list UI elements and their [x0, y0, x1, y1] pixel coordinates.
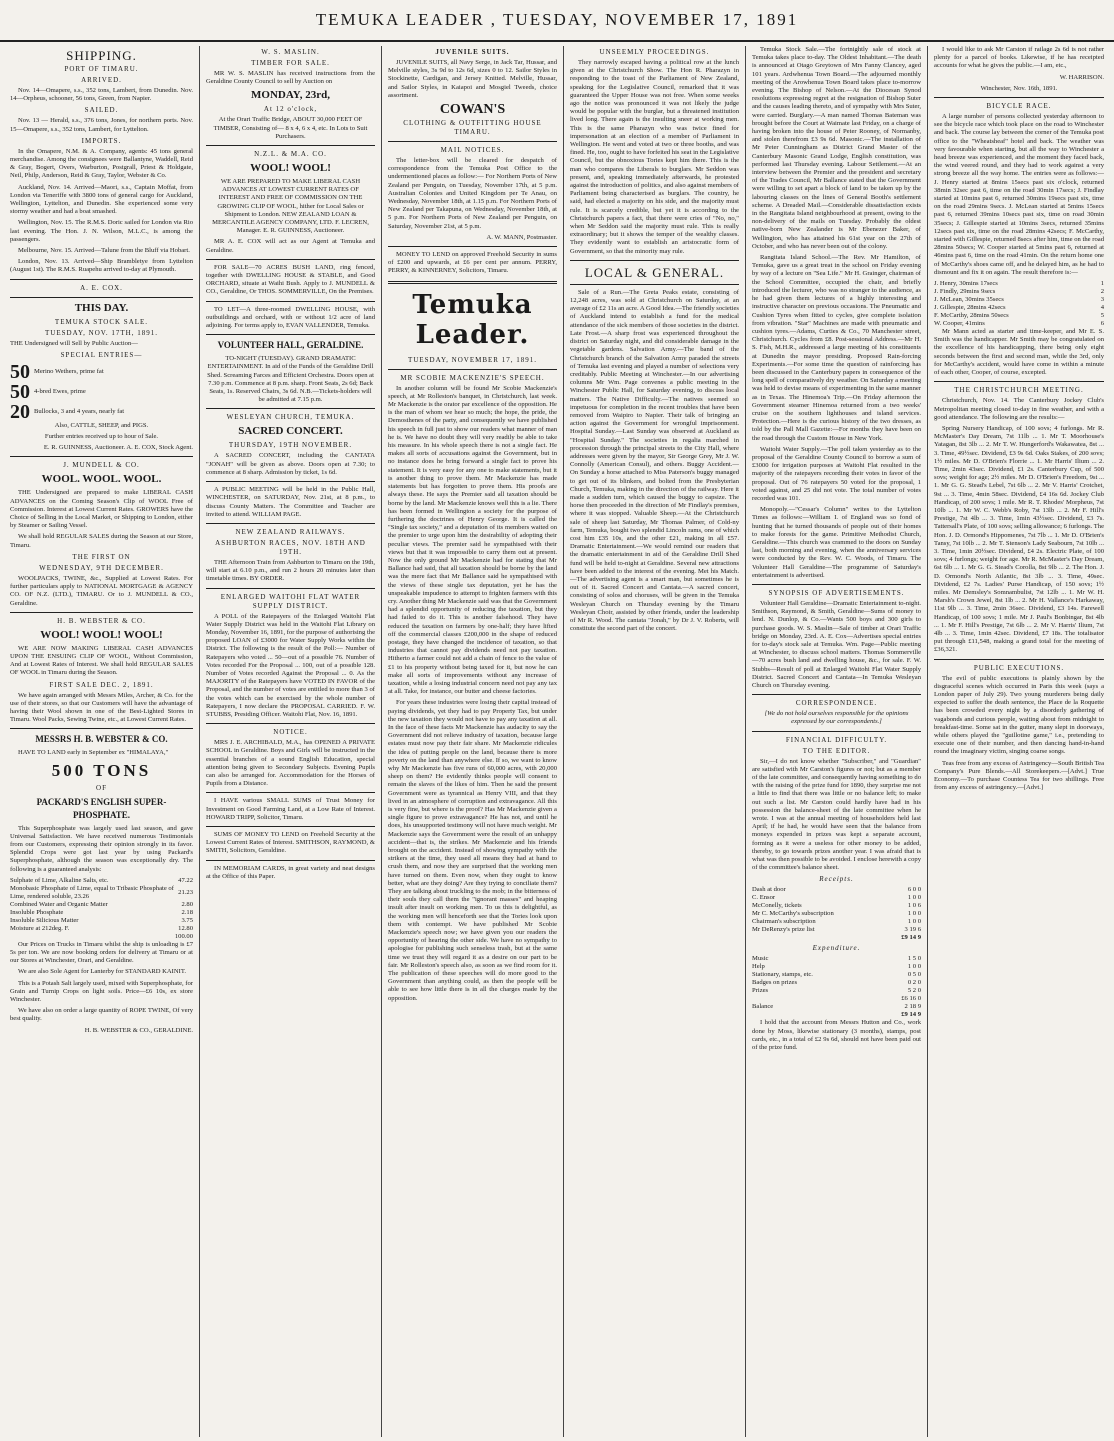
table-row	[752, 918, 921, 926]
table-row	[752, 955, 921, 963]
table-row	[10, 909, 193, 917]
port-heading: PORT OF TIMARU.	[64, 65, 139, 73]
letter-place: Winchester, Nov. 16th, 1891.	[980, 84, 1058, 92]
divider	[206, 723, 375, 724]
divider	[206, 860, 375, 861]
christchurch-heading: THE CHRISTCHURCH MEETING.	[954, 386, 1084, 395]
rider-place: 5	[1100, 312, 1104, 320]
auckland-text: Auckland, Nov. 14. Arrived—Maori, s.s., Captain Moffat, from London via Teneriffe with 3800 tons of general cargo for Auckland, Wellington, Lyttelton, and Dunedin. She experienced some very stormy weather and had a boat smashed.	[10, 183, 193, 216]
entry-count: 50	[10, 360, 30, 383]
masthead-date: TUESDAY, NOVEMBER 17, 1891	[503, 10, 799, 29]
tons-heading: 500 TONS	[51, 760, 152, 780]
entry-row	[10, 382, 193, 402]
table-row	[10, 933, 193, 941]
notice-heading: NOTICE.	[273, 728, 308, 737]
maslin-text-2: At the Orari Traffic Bridge, ABOUT 30,000 FEET OF TIMBER, Consisting of— 8 x 4, 6 x 4, etc. In Lots to Suit Purchasers.	[213, 116, 368, 140]
column-4	[564, 46, 746, 1437]
nzl-agent: MR A. E. COX will act as our Agent at Temuka and Geraldine.	[206, 238, 375, 254]
volunteer-hall-heading: VOLUNTEER HALL, GERALDINE.	[217, 340, 364, 351]
receipt-amount: 1 0 0	[907, 910, 921, 918]
divider	[752, 731, 921, 732]
rider-place: 2	[1100, 288, 1104, 296]
table-row	[752, 910, 921, 918]
analysis-key: Sulphate of Lime, Alkaline Salts, etc.	[10, 876, 109, 884]
mail-heading: MAIL NOTICES.	[440, 146, 505, 155]
waitohi-water-text: Waitohi Water Supply.—The poll taken yesterday as to the proposal of the Geraldine County Council to borrow a sum of £3000 for irrigation purposes at Waitohi Flat resulted in the majority of the ratepayers recording their votes in favor of the proposal. Out of 76 ratepayers 50 voted for the proposal, 1 voted against, and 25 did not vote. The total number of votes recorded was 101.	[752, 445, 921, 502]
entry-item: Merino Wethers, prime fat	[34, 367, 104, 375]
divider	[934, 97, 1104, 98]
mundell-heading: J. MUNDELL & CO.	[63, 461, 140, 470]
entry-row	[10, 362, 193, 382]
nzl-text: WE ARE PREPARED TO MAKE LIBERAL CASH ADVANCES AT LOWEST CURRENT RATES OF INTEREST AND FREE OF COMMISSION ON THE GROWING CLIP OF WOOL, hither for Local Sales or Shipment to London. NEW ZEALAND LOAN & MERCANTILE AGENCY COMPANY, LTD. F. LECREN, Manager. E. R. GUINNESS, Auctioneer.	[212, 178, 369, 235]
expenditure-heading: Expenditure.	[812, 944, 861, 953]
masthead	[0, 0, 1114, 42]
table-row	[752, 1011, 921, 1019]
local-general-heading: LOCAL & GENERAL.	[584, 264, 725, 280]
rider-place: 1	[1100, 280, 1104, 288]
wesleyan-heading: WESLEYAN CHURCH, TEMUKA.	[226, 413, 355, 422]
receipt-item: C. Ensor	[752, 894, 776, 902]
divider	[206, 408, 375, 409]
volunteer-hall-text: TO-NIGHT (TUESDAY). GRAND DRAMATIC ENTERTAINMENT. In aid of the Funds of the Geraldine Drill Shed. Screaming Farces and Efficient Orchestra. Doors open at 7.30 p.m. Commence at 8 p.m. sharp. Front Seats, 2s 6d; Back Seats, 1s. Reserved Chairs, 3s 6d. N.B.—Tickets-holders will be admitted at 7.15 p.m.	[207, 355, 374, 404]
bicycle-heading: BICYCLE RACE.	[986, 102, 1052, 111]
school-notice: MRS J. E. ARCHIBALD, M.A., has OPENED A PRIVATE SCHOOL in Geraldine. Boys and Girls will be instructed in the essential branches of a sound English Education, special attention being given to Secondary Subjects. Evening Pupils can also be arranged for. Accommodation for the Horses of Pupils from a Distance.	[206, 739, 375, 788]
divider	[570, 260, 739, 261]
divider	[388, 369, 557, 370]
expense-total: £9 14 9	[901, 1011, 921, 1019]
table-row	[752, 926, 921, 934]
expense-amount: 0 2 0	[907, 979, 921, 987]
table-row	[10, 925, 193, 933]
table-row	[10, 885, 193, 901]
cowans-text: CLOTHING & OUTFITTING HOUSE TIMARU.	[403, 119, 542, 137]
further-entries: Further entries received up to hour of Sale.	[44, 433, 159, 441]
table-row	[752, 987, 921, 995]
table-row	[752, 934, 921, 942]
table-row	[752, 902, 921, 910]
christchurch-text: Christchurch, Nov. 14. The Canterbury Jockey Club's Metropolitan meeting closed to-day in fine weather, and with a good attendance. The following are the results:—	[934, 397, 1104, 421]
table-row	[752, 894, 921, 902]
sacred-concert-heading: SACRED CONCERT.	[238, 425, 343, 438]
table-row	[934, 312, 1104, 320]
news-text-1: Temuka Stock Sale.—The fortnightly sale of stock at Temuka takes place to-day. The Oldest Inhabitant.—The death is announced at Otago Greytown of Mrs Fanny Clancey, aged 101 years. Ardwhenua Town Board.—The adjourned monthly meeting of the Arowhenua Town Board takes place to-morrow evening. The Bishop of Nelson.—At the Diocesan Synod resolutions expressing regret at the resignation of Bishop Suter and the causes leading thereto, and of sympathy with Mrs Suter, were carried. Burglary.—A man named Thomas Bateman was brought before the Court at Waimate last Friday, on a charge of having broken into the house of Peter Rooney, of Normanby, and stolen therefrom £3 9s 6d. Masonic.—The installation of Mr Peter Cunningham as District Grand Master of the Canterbury Masonic Grand Lodge, English constitution, was performed last Thursday evening. Labour Settlement.—At an interview between the Premier and the president and secretary of the Trades Council, Mr Ballance stated that the Government were willing to set apart a block of land to be taken up by the labouring classes on the lines of General Booth's settlement scheme. A Dreaded Mail.—Considerable dissatisfaction exists in the Rangitata Island neighbourhood at present, owing to the non-delivery of the mails on Tuesday. Probably the oldest native-born New Zealander is Mr Ebenezer Baker, of Wellington, who has attained his 61st year on the 27th of October, and who has never been out of the colony.	[752, 46, 921, 250]
bicycle-results	[934, 280, 1104, 328]
analysis-key: Moisture at 212deg. F.	[10, 924, 70, 932]
local-general-text: Sale of a Run.—The Greta Peaks estate, consisting of 12,248 acres, was sold at Christchurch on Saturday, at an average of £2 11s an acre. A Good Idea.—The friendly societies of Auckland intend to establish a fund for the medical attendance of the sick members of those societies in the district. Late Frost.—A sharp frost was experienced throughout the district on Saturday night, and did considerable damage in the vegetable gardens. Salvation Army.—The band of the Christchurch branch of the Salvation Army paraded the streets of Temuka last evening and played a number of selections very creditably. Public Meeting at Winchester.—In our advertising columns Mr Wm. Page convenes a public meeting in the Winchester Public Hall, for Saturday evening, to discuss local matters. The Native Difficulty.—The natives seemed so impetuous for completion in the recent troubles that have been removed from Waipiro to Napier. Their talk of bringing an action against the Government for wrongful imprisonment. Hospital Sunday.—Last Sunday was observed at Auckland as "Hospital Sunday." The societies in regalia marched in procession through the principal streets to the City Hall, where addresses were given by the mayor, Sir George Grey, Mr J. W. Connolly (American Consul), and others. Buggy Accident.—On Sunday a horse attached to Miss Paterson's buggy managed to get out of its blinkers, and bolted from the Presbyterian Church, Temuka, making in the direction of the railway. Here it made a sudden turn, which caused the buggy to capsize. The horse then proceeded in the direction of Mr Findlay's premises, where it was stopped. Valuable Sheep.—At the Christchurch sale of sheep last Saturday, Mr Thomas Palmer, of Cold-ny farm, Temuka, bought two splendid Lincoln rams, one of which cost him £35 10s, and the other £21, making in all £57. Dramatic Entertainment.—We would remind our readers that the dramatic entertainment in aid of the Geraldine Drill Shed fund will be held to-night at Geraldine. Several new attractions have been added to the interest of the evening. Met his Match.—The advertising agent is a smart man, but sometimes he is out of it. Sacred Concert and Cantata.—A sacred concert, consisting of solos and choruses, will be given in the Temuka Wesleyan Church on Thursday evening by the Timaru Wesleyan Choir, assisted by other friends, under the leadership of Mr R. Wood. The cantata "Jonah," by Dr J. V. Roberts, will constitute the second part of the concert.	[570, 288, 739, 633]
monopoly-text: Monopoly.—"Cessar's Column" writes to the Lyttelton Times as follows:—William I. of England was so fond of hunting that he turned thousands of people out of their homes to make forests for the game. Primitive Methodist Church, Geraldine.—This church was crammed to the doors on Sunday last, both morning and evening, when the anniversary services were conducted by the Rev. W. C. Woods, of Timaru. The Volunteer Hall Geraldine—The programme of Saturday's entertainment is advertised.	[752, 506, 921, 579]
analysis-key: Monobasic Phosphate of Lime, equal to Tribasic Phosphate of Lime, rendered soluble, 23.26	[10, 884, 174, 900]
table-row	[934, 320, 1104, 328]
mundell-text: THE Undersigned are prepared to make LIBERAL CASH ADVANCES on the Coming Season's Clip of WOOL Free of Commission. Interest at Lowest Current Rates. GROWERS have the Choice of Selling in the Local Market, or Shipping to London, either by Steamer or Sailing Vessel.	[10, 489, 193, 530]
maslin-heading: W. S. MASLIN.	[261, 48, 320, 56]
stock-sale-date: TUESDAY, NOV. 17TH, 1891.	[45, 328, 158, 337]
divider	[206, 523, 375, 524]
divider	[206, 588, 375, 589]
columns	[4, 46, 1110, 1437]
memoriam-ad: IN MEMORIAM CARDS, in great variety and neat designs at the Office of this Paper.	[206, 864, 375, 880]
expense-item: Music	[752, 955, 769, 963]
table-row	[752, 995, 921, 1003]
receipt-item: McConelly, tickets	[752, 902, 802, 910]
cox-heading: A. E. COX.	[80, 283, 123, 292]
table-row	[752, 886, 921, 894]
entry-item: 4-bred Ewes, prime	[34, 387, 86, 395]
rider: J. Gillespie, 28mins 42secs	[934, 304, 1006, 312]
rider: J. Findly, 29mins 9secs	[934, 288, 996, 296]
table-row	[10, 917, 193, 925]
expense-item: Help	[752, 963, 765, 971]
executions-heading: PUBLIC EXECUTIONS.	[973, 663, 1065, 672]
rider: J. Henry, 30mins 17secs	[934, 280, 998, 288]
analysis-value: 47.22	[178, 876, 193, 884]
divider	[206, 259, 375, 260]
divider	[934, 659, 1104, 660]
entry-row	[10, 402, 193, 422]
auction-day: MONDAY, 23rd,	[251, 89, 330, 102]
christchurch-results: Spring Nursery Handicap, of 100 sovs; 4 furlongs. Mr R. McMaster's Day Dream, 7st 11lb ... 1. Mr T. Moorhouse's Yatagan, 8st 3lb ... 2. Mr T. W. Hungerford's Wakawatea, 8st ... 3. Time, 49½sec. Dividend, £3 9s 6d. Oaks Stakes, of 200 sovs; 1½ miles. Mr D. O'Brien's Florrie ... 1. Mr Harris' Ilium ... 2. Time, 2min 43sec. Dividend, £1 2s. Canterbury Cup, of 500 sovs; weight for age; 2½ miles. Mr D. O'Brien's Freedom, 9st ... 1. Mr G. G. Stead's Lebel, 7st 6lb ... 2. Mr V. Harris' Crotchet, 9st ... 3. Time, 4min 58sec. Dividend, £4 16s 6d. Jockey Club Handicap, of 200 sovs; 1 mile. Mr R. T. Rhodes' Morpheus, 7st 10lb ... 1. Mr W. C. Webb's Roby, 7st 13lb ... 2. Mr F. Hill's Prestige, 7st 4lb ... 3. Time, 1min 43½sec. Dividend, £3 7s. Tattersall's Plate, of 100 sovs; selling allowance; 6 furlongs. The Hon. J. D. Ormond's Hippomenes, 7st 7lb ... 1. Mr D. O'Brien's Tansy, 7st 10lb ... 2. Mr T. Stenson's Lady Seabourn, 7st 10lb ... 3. Time, 1min 20½sec. Dividend, £4 2s. Electric Plate, of 100 sovs; 4 furlongs; weight for age. Mr R. McMaster's Day Dream, 6st 6lb ... 1. Mr G. G. Stead's Corolla, 8st 9lb ... 2. The Hon. J. D. Ormond's North Atlantic, 8st 3lb ... 3. Time, 49sec. Dividend, £2 7s. Ladies' Purse Handicap, of 150 sovs; 1½ miles. Mr Demsley's Somnambulist, 7st 12lb ... 1. Mr W. H. Marsh's Crown Jewel, 8st 1lb ... 2. Mr H. Vallance's Harkaway, 11st 9lb ... 3. Time, 2min 36sec. Dividend, £3 14s. Farewell Handicap, of 100 sovs; 1 mile. Mr J. Paul's Bonbingar, 8st 4lb ... 1. Mr F. Hill's Prestige, 7st 6lb ... 2. Mr V. Harris' Ilium, 7st 4lb ... 3. Time, 1min 42sec. Dividend, £7 18s. The totalisator put through £11,548, making a grand total for the meeting of £36,321.	[934, 424, 1104, 654]
correspondence-note: [We do not hold ourselves responsible for the opinions expressed by our correspondents.]	[764, 710, 909, 726]
webster-text: WE ARE NOW MAKING LIBERAL CASH ADVANCES UPON THE ENSUING CLIP OF WOOL, Without Commission, And at Lowest Rates of Interest. We shall hold REGULAR SALES OF WOOL in Timaru during the Season.	[10, 644, 193, 677]
column-6	[928, 46, 1110, 1437]
table-row	[752, 963, 921, 971]
webster-heading: H. B. WEBSTER & CO.	[57, 616, 146, 625]
waitohi-text: A POLL of the Ratepayers of the Enlarged Waitohi Flat Water Supply District was held in the Waitohi Flat Library on Monday, November 16, 1891, for the purpose of authorising the proposed LOAN of £3000 for Water Supply Works within the District. The following is the result of the Poll:— Number of Ratepayers who voted ... 50—out of a possible 76. Number of Votes recorded For the Proposal ... 100, out of a possible 128. Number of Votes recorded Against the Proposal ... 0. As the MAJORITY of the Ratepayers have VOTED IN FAVOR of the Proposal, and the number of votes are entitled to more than 3 of the votes which can be exercised by the whole number of Ratepayers, I now declare the PROPOSAL CARRIED. F. W. STUBBS, Presiding Officer. Waitohi Flat, Nov. 16, 1891.	[206, 612, 375, 718]
analysis-key: Insoluble Phosphate	[10, 908, 64, 916]
receipt-total: £9 14 9	[901, 934, 921, 942]
maslin-text: MR W. S. MASLIN has received instructions from the Geraldine County Council to sell by Auction on	[206, 70, 375, 86]
analysis-key	[10, 933, 175, 941]
webster-land-text: HAVE TO LAND early in September ex "HIMALAYA,"	[18, 749, 169, 757]
expense-item	[752, 1011, 880, 1019]
divider	[206, 334, 375, 335]
receipt-item	[752, 934, 888, 942]
kainit-details: This is a Potash Salt largely used, mixed with Superphosphate, for Grain and Turnip Crops on light soils. Price—£6 10s, ex store Winchester.	[10, 979, 193, 1003]
races-heading: ASHBURTON RACES, NOV. 18TH AND 19TH.	[215, 538, 366, 556]
kainit-text: We are also Sole Agent for Lanterby for STANDARD KAINIT.	[18, 968, 187, 976]
divider	[388, 281, 557, 284]
stock-sale-heading: TEMUKA STOCK SALE.	[54, 317, 149, 326]
webster-text-2: We have again arranged with Messrs Miles, Archer, & Co. for the use of their stores, so that our Customers will have the advantage of having their Wool shown in one of the Best-Lighted Stores in Timaru. Wool Packs, Sewing Twine, etc., at Lowest Current Rates.	[10, 691, 193, 724]
trust-money-ad: I HAVE various SMALL SUMS of Trust Money for Investment on Good Farming Land, at a Low Rate of Interest. HOWARD TRIPP, Solicitor, Timaru.	[206, 797, 375, 821]
packard-text: This Superphosphate was largely used last season, and gave Universal Satisfaction. We have received numerous Testimonials from our Customers, expressing their opinion strongly in its favor. Splendid Crops were got last year by using Packard's Superphosphate, although the season was exceptionally dry. The following is a guaranteed analysis:	[10, 824, 193, 873]
divider	[388, 141, 557, 142]
webster-signature: H. B. WEBSTER & CO., GERALDINE.	[84, 1026, 193, 1034]
leader-date: TUESDAY, NOVEMBER 17, 1891.	[408, 355, 537, 364]
table-row	[934, 280, 1104, 288]
railways-heading: NEW ZEALAND RAILWAYS.	[235, 527, 346, 536]
expense-item	[752, 995, 880, 1003]
auction-time: At 12 o'clock,	[263, 105, 318, 114]
postmaster-signature: A. W. MANN, Postmaster.	[486, 233, 557, 241]
tea-ads: Teas free from any excess of Astringency—South British Tea Company's Pure Blends.—All Storekeepers.—[Advt.] True Economy.—To purchase Countess Tea for two shillings. Free from any excess of astringency.—[Advt.]	[934, 759, 1104, 792]
waitohi-heading: ENLARGED WAITOHI FLAT WATER SUPPLY DISTRICT.	[220, 592, 361, 610]
sailed-label: SAILED.	[84, 106, 119, 115]
unseemly-heading: UNSEEMLY PROCEEDINGS.	[599, 48, 710, 56]
divider	[206, 481, 375, 482]
divider	[570, 284, 739, 285]
column-1	[4, 46, 200, 1437]
financial-heading: FINANCIAL DIFFICULTY.	[785, 735, 888, 744]
letter-ending: I would like to ask Mr Carston if railage 2s 6d is not rather plenty for a parcel of books. Likewise, if he has receipted accounts for what he gives the public.—I am, etc.,	[934, 46, 1104, 70]
unseemly-text: They narrowly escaped having a political row at the lunch given at the Christchurch Show. The Hon R. Pharazyn in responding to the toast of the Parliament of New Zealand, speaking for the Legislative Council, remarked that it was guaranteed the Upper House was not free. When some weeks ago the notice was pronounced it was not likely the judge would be popular with the burglar, but a threatened institution lived long. There again is the insulting sneer at working men. This is the same Pharazyn who was twice fined for impersonation at an election of a member of Parliament in Wellington. He went and voted at two or three booths, and was fined. He, too, ought to have forfeited his seat in the Legislative Council, but the obnoxious Tories kept him there. This is the man who compares the Liberals to burglars. Mr Seddon was present, and, speaking immediately afterwards, he protested against the introduction of politics, and also against members of Parliament being characterised as burglars. The country, he said, had elected a majority on his side, and the majority must rule. It is scarcely credible, but yet it is according to the Christchurch papers a fact, that there were cries of "No, no," when Mr Seddon said the majority must rule. This is really extraordinary; but it shows the temper of the wealthy classes. They evidently want to establish an aristocratic form of Government, so that the minority may rule.	[570, 59, 739, 255]
speech-text: In another column will be found Mr Scobie Mackenzie's speech, at Mr Rolleston's banquet, in Christchurch, last week. Mr Mackenzie is the orator par excellence of the opposition. He is the man of whom we hear so much; the hope, the pride, the Demosthenes of the party, and consequently we have published his speech in full just to show our readers what manner of man he is. We have no doubt they will very readily be able to take his measure. In his whole speech there is not a single fact. He makes all sorts of accusations against the Government, but in no instance does he bring forward a single fact to prove his statement. It is very easy for any one to make statements, but it is another thing to prove them. Mr Mackenzie has made statements but has forgotten to prove them. His proofs are always these. He says the Premier said all taxation should be borne by the land. Mr Mackenzie knows well this is a lie. There has been formed in Wellington a society for the purpose of furthering the doctrines of Henry George. It is called the "Single tax society," and a deputation of its members waited on the premier to urge upon him the desirability of adopting their peculiar views. The premier said he sympathised with their views but that it was impossible to carry them out at present. Now the only ground Mr Mackenzie had for stating that Mr Ballance had said, that all taxation should be borne by the land was the mere fact that Mr Ballance said he sympathised with the views of these single tax deputation, yet he has the unspeakable impudence to attempt to frighten farmers with this cry. Another thing Mr Mackenzie said was that the Government had a splendid opportunity of reducing the taxation, but they had failed to do it. This is another falsehood. They have reduced the taxation on farmers by one-half; they have lifted off the commercial classes £200,000 in the shape of reduced postage, they have changed the incidence of taxation, so that industries that cannot pay dividends need not pay taxation. Hitherto a farmer could not add a chain of fence to the value of £1 to his property without being taxed for it, but now he can make all sorts of improvements without any increase of taxation, while a losing industrial concern need not pay any tax at all. Take, for instance, our butter and cheese factories.	[388, 384, 557, 696]
expense-item: Prizes	[752, 987, 769, 995]
bush-land-ad: FOR SALE—70 ACRES BUSH LAND, ring fenced, together with DWELLING HOUSE & STABLE, and Good ORCHARD, situate at Waihi Bush. Apply to J. MUNDELL & CO., Geraldine, Or THOS. SOMMERVILLE, On the Premises.	[206, 263, 375, 296]
rider: J. McLean, 30mins 35secs	[934, 296, 1004, 304]
expense-amount: 5 2 0	[907, 987, 921, 995]
entry-item: Bullocks, 3 and 4 years, nearly fat	[34, 407, 125, 415]
of-label: OF	[96, 783, 107, 792]
analysis-value: 12.80	[178, 924, 193, 932]
financial-text: Sir,—I do not know whether "Subscriber," and "Guardian" are satisfied with Mr Carston's figures or not; but as a member of the late committee, and consequently having something to do with the raising of the prize fund for 1890, they surprise me not a little to find that there was little or no balance left; to make out such a list. Mr Carston could hardly have had in his possession the balance-sheet of the late committee when he wrote. I was at the annual meeting of householders held last April; if he had, he would have seen that the balance from moneys expended in prizes was kept a separate account, forming as it were a useless for other money to be added, thereby, to go towards prizes another year. I was afraid that is what was then possible to be avoided. I enclose herewith a copy of the committee's balance sheet.	[752, 757, 921, 872]
table-row	[934, 304, 1104, 312]
auctioneer-signature: E. R. GUINNESS, Auctioneer. A. E. COX, Stock Agent.	[43, 444, 193, 452]
also-text: Also, CATTLE, SHEEP, and PIGS.	[54, 421, 149, 429]
table-row	[752, 1003, 921, 1011]
receipt-item: Dash at door	[752, 886, 786, 894]
wellington-text: Wellington, Nov. 15. The R.M.S. Doric sailed for London via Rio last evening. The Hon. J. N. Wilson, M.L.C., is among the passengers.	[10, 219, 193, 243]
divider	[206, 145, 375, 146]
concert-text: A SACRED CONCERT, including the CANTATA "JONAH" will be given as above. Doors open at 7.30; to commence at 8 sharp. Admission by ticket, 1s 6d.	[206, 452, 375, 476]
expense-amount: £6 16 0	[901, 995, 921, 1003]
divider	[10, 297, 193, 298]
shipping-heading: SHIPPING.	[66, 48, 137, 63]
divider	[934, 381, 1104, 382]
races-text: THE Afternoon Train from Ashburton to Timaru on the 19th, will start at 6.10 p.m., and run 2 hours 20 minutes later than timetable times. BY ORDER.	[206, 558, 375, 583]
table-row	[10, 877, 193, 885]
rope-text: We have also on order a large quantity of ROPE TWINE, Of very best quality.	[10, 1007, 193, 1023]
speech-text-2: For years these industries were losing their capital instead of paying dividends, yet they had to pay Property Tax, but under the new taxation they would not have to pay any taxation at all. In the face of these facts Mr Mackenzie has audacity to say the Government did not relieve industry of taxation, because large estates must now pay their fair share. Mr Mackenzie ridicules the idea of putting people on the land, because there is more poverty on the land than anywhere else. If so, we want to know why Mr Mackenzie has five runs of 60,000 acres, with 20,000 sheep on them? He evidently thinks people will consent to remain the slaves of the likes of him. Then he said the present Government were as tyrannical as Henry VIII, and that they lived in an atmosphere of corruption and extravagance. All this is very fine, but where is the proof? Has Mr Mackenzie given a single figure to prove extravagance? He has not, and until he does, his unsupported testimony will not have much weight. Mr Mackenzie says the Government were the result of an unhappy accident—that is, the strikes. Mr Mackenzie and his friends brought on the accident. Instead of showing sympathy with the strikers at the time, they used all means they had at hand to crush them, and now they are surprised that the working men have turned on them. Even now, when they ought to know better, what are they doing? Are they trying to conciliate them? They are talking about truckling to the mob; in the bitterness of their souls they call them the "ignorant masses" and heaping insult after insult on working men. To us this is delightful, as the working men will henceforth see that the Tories look upon them with contempt. We have published Mr Scobie Mackenzie's speech now; we have given you our readers the opportunity of hearing the other side. We have no sympathy to apologise for publishing such senseless trash, but at the same time we trust they will regard it as a desire on our part to be fair. Mr Rolleston's speech also, as soon as we find room for it. The publication of these speeches will do more good to the Government than anything could, as then the people will be able to see how little there is in all the charges made by the opposition.	[388, 699, 557, 1002]
wool-heading: WOOL! WOOL!	[250, 162, 331, 175]
analysis-value: 3.75	[181, 916, 193, 924]
divider	[206, 792, 375, 793]
analysis-value: 2.18	[181, 908, 193, 916]
receipts-heading: Receipts.	[819, 875, 854, 884]
packard-heading: PACKARD'S ENGLISH SUPER-PHOSPHATE.	[36, 796, 167, 820]
this-day-heading: THIS DAY.	[74, 301, 129, 314]
stock-sale-text: THE Undersigned will Sell by Public Auction—	[10, 339, 138, 347]
table-row	[934, 296, 1104, 304]
receipt-item: Chairman's subscription	[752, 918, 816, 926]
sums-ad: SUMS OF MONEY TO LEND on Freehold Security at the Lowest Current Rates of Interest. SMITHSON, RAYMOND, & SMITH, Solicitors, Geraldine.	[206, 830, 375, 855]
wool-excl-heading: WOOL! WOOL! WOOL!	[40, 628, 163, 641]
juvenile-heading: JUVENILE SUITS.	[435, 48, 510, 56]
expense-amount: 2 18 9	[904, 1003, 921, 1011]
special-entries: SPECIAL ENTRIES—	[60, 350, 143, 359]
rider: W. Cooper, 41mins	[934, 320, 985, 328]
column-3	[382, 46, 564, 1437]
divider	[10, 728, 193, 729]
imports-label: IMPORTS.	[81, 136, 122, 145]
divider	[206, 826, 375, 827]
expense-amount: 1 0 0	[907, 963, 921, 971]
nzl-heading: N.Z.L. & M.A. CO.	[254, 150, 327, 159]
executions-text: The evil of public executions is plainly shown by the disgraceful scenes which occurred in Paris this week (says a London paper of July 29). Two young murderers being daily expected to suffer the death sentence, the Place de la Roquette has been crowded every night by a disorderly gathering of vagabonds and curious people, waiting about from midnight to breakfast-time. Some sat in the gutter, many slept in doorways, while others played the "guillotine game," i.e., pretending to execute one of their number, and then dancing hand-in-hand round the imaginary victim, singing coarse songs.	[934, 674, 1104, 756]
divider	[388, 246, 557, 247]
mail-text: The letter-box will be cleared for despatch of correspondence from the Temuka Post Office to the undermentioned places as follow:— For Northern Ports of New Zealand per Penguin, on Tuesday, November 17th, at 5 p.m. Australian Colonies and United Kingdom per Te Anau, on Wednesday, November 18th, at 1.15 p.m. For Northern Ports of New Zealand per Takapuna, on Wednesday, November 18th, at 5 p.m. For Northern Ports of New Zealand per Penguin, on Saturday, November 21st, at 5 p.m.	[388, 157, 557, 230]
rider-place: 4	[1100, 304, 1104, 312]
synopsis-heading: SYNOPSIS OF ADVERTISEMENTS.	[768, 589, 905, 597]
receipt-amount: 1 0 6	[907, 902, 921, 910]
cowans-heading: COWAN'S	[439, 102, 506, 118]
analysis-value: 2.80	[181, 900, 193, 908]
divider	[10, 279, 193, 280]
concert-date: THURSDAY, 19TH NOVEMBER.	[228, 441, 353, 450]
synopsis-text: Volunteer Hall Geraldine—Dramatic Entertainment to-night. Smithson, Raymond, & Smith, Geraldine—Sums of money to lend. N. Dunlop, & Co.—Wants 500 boys and 300 girls to purchase goods. W. S. Maslin—Sale of timber at Orari Traffic bridge on Monday, 23rd. A. E. Cox—Advertises special entries for to-day's stock sale at Temuka. Wm. Page—Public meeting at Winchester, to discuss school matters. Thomas Sommerville—70 acres bush land and dwelling house, &c., for sale. F. W. Stubbs—Result of poll at Enlarged Waitohi Flat Water Supply District. Sacred Concert and Cantata—In Temuka Wesleyan Church on Thursday evening.	[752, 600, 921, 690]
receipt-amount: 3 19 6	[904, 926, 921, 934]
expense-item: Stationary, stamps, etc.	[752, 971, 813, 979]
financial-text-end: I hold that the account from Messrs Hutton and Co., work done by Moss, likewise stationary (3 months), stamps, post cards, etc., in a total of £2 9s 6d, should not have been paid out of the prize fund.	[752, 1019, 921, 1052]
expense-amount: 0 5 0	[907, 971, 921, 979]
letter-signature: W. HARRISON.	[1059, 73, 1104, 81]
imports-text: In the Omapere, N.M. & A. Company, agents: 45 tons general merchandise. Among the consignees were Ballantyne, Waddell, Reid & Gray, Bogert, Overs, Warburton, Postgrall, Priest & Holdgate, Neil, Philp, Anderson, Reid & Gray, Taylor, Webster & Co.	[10, 147, 193, 180]
receipt-item: Mr C. McCarthy's subscription	[752, 910, 834, 918]
timber-heading: TIMBER FOR SALE.	[251, 59, 330, 67]
expenditure-table	[752, 955, 921, 1019]
masthead-separator: ,	[490, 10, 498, 29]
first-sale-dec: FIRST SALE DEC. 2, 1891.	[49, 680, 154, 689]
arrived-label: ARRIVED.	[81, 76, 122, 84]
webster-heading-2: MESSRS H. B. WEBSTER & CO.	[35, 734, 168, 745]
regular-sales: We shall hold REGULAR SALES during the Season at our Store, Timaru.	[10, 533, 193, 549]
divider	[10, 456, 193, 457]
expense-amount: 1 5 0	[907, 955, 921, 963]
divider	[752, 584, 921, 585]
analysis-value: 100.00	[174, 932, 193, 940]
arrived-text: Nov. 14—Omapere, s.s., 352 tons, Lambert, from Dunedin. Nov. 14—Orpheus, schooner, 56 tons, Green, from Napier.	[10, 87, 193, 103]
receipts-table	[752, 886, 921, 942]
expense-item: Balance	[752, 1003, 774, 1011]
receipt-item: Mr DeRenzy's prize list	[752, 926, 815, 934]
table-row	[934, 288, 1104, 296]
analysis-key: Insoluble Silicious Matter	[10, 916, 79, 924]
expense-item: Badges on prizes	[752, 979, 798, 987]
table-row	[752, 979, 921, 987]
london-text: London, Nov. 13. Arrived—Ship Brambletye from Lyttelton (August 1st). The R.M.S. Ruapehu arrived to-day at Plymouth.	[10, 258, 193, 274]
receipt-amount: 1 0 0	[907, 894, 921, 902]
editor-heading: TO THE EDITOR.	[802, 746, 871, 755]
prices-text: Our Prices on Trucks in Timaru whilst the ship is unloading is £7 5s per ton. We are now booking orders for delivery at Timaru or at our Stores at Winchester, Orari, and Geraldine.	[10, 940, 193, 965]
analysis-value: 21.23	[178, 888, 193, 896]
melbourne-text: Melbourne, Nov. 15. Arrived—Talune from the Bluff via Hobart.	[18, 247, 190, 255]
to-let-ad: TO LET—A three-roomed DWELLING HOUSE, with outbuildings and orchard, with or without 1/2 acre of land adjoining. For terms apply to, EVAN VALLENDER, Temuka.	[206, 305, 375, 330]
leader-title: Temuka Leader.	[412, 289, 533, 350]
news-text-2: Rangitata Island School.—The Rev. Mr Hamilton, of Temuka, gave us a great treat in the school on Friday evening by way of a lecture on "Sea Life." Mr H. Grainger, chairman of the School Committee, occupied the chair, and briefly introduced the lecturer, who was no stranger to the audience, as he had given them lectures of a highly interesting and instructive character on previous occasions. The Pneumatic and Cushion Tyres when fitted to cycles, give complete isolation from vibration. "Star" Machines are made with pneumatic and cushion tyres.—Adams, Curties & Co., 70 Manchester street, Christchurch. Cycles from £8. Post-sessional Address.—Mr H. S. Fish, M.H.R., addressed a large meeting of his constituents at Dunedin the mayor presiding. Proposed Rain-forcing Experiments.—For some time the question of rainforcing has been discussed in the Canterbury papers in consequence of the long spell of comparatively dry weather. On Saturday a meeting was held to devise means of experimenting in the same manner as in Texas. The Hinemoa's Trip.—On Friday afternoon the Government steamer Hinemoa returned from a two weeks' cruise on the southern lighthouses and island services. Protection.—Here is the curious history of the two dresses, as told by the Pall Mall Gazette:—For months they have been on the road through the Custom House in New York.	[752, 254, 921, 442]
speech-heading: MR SCOBIE MACKENZIE'S SPEECH.	[400, 373, 545, 382]
first-sale-label: THE FIRST ON	[72, 552, 131, 561]
analysis-table	[10, 877, 193, 941]
woolpacks-text: WOOLPACKS, TWINE, &c., Supplied at Lowest Rates. For further particulars apply to NATIONAL MORTGAGE & AGENCY CO. OF N.Z. (LTD.), TIMARU. Or to J. MUNDELL & CO., Geraldine.	[10, 574, 193, 607]
entry-count: 20	[10, 400, 30, 423]
rider-place: 3	[1100, 296, 1104, 304]
receipt-amount: 6 0 0	[907, 886, 921, 894]
column-5	[746, 46, 928, 1437]
table-row	[752, 971, 921, 979]
sailed-text: Nov. 13 — Herald, s.s., 376 tons, Jones, for northern ports. Nov. 15—Omapere, s.s., 352 tons, Lambert, for Lyttelton.	[10, 117, 193, 133]
column-2	[200, 46, 382, 1437]
table-row	[10, 901, 193, 909]
rider: F. McCarthy, 28mins 50secs	[934, 312, 1009, 320]
divider	[10, 612, 193, 613]
divider	[752, 694, 921, 695]
rider-place: 6	[1100, 320, 1104, 328]
divider	[206, 301, 375, 302]
first-sale-date: WEDNESDAY, 9TH DECEMBER.	[39, 563, 164, 572]
money-lend-ad: MONEY TO LEND on approved Freehold Security in sums of £200 and upwards, at £6 per cent per annum. PERRY, PERRY, & KINNERNEY, Solicitors, Timaru.	[388, 251, 557, 275]
juvenile-text: JUVENILE SUITS, all Navy Serge, in Jack Tar, Hussar, and Melville styles, 3s 9d to 12s 6d, sizes 0 to 12. Sailor Styles in Stockinette, Cardigan, and Jersey Knitted. Melville, Hussar, and Sailor Styles, in Kaiapoi and Mosgiel Tweeds, choice assortment.	[388, 59, 557, 99]
bicycle-text-end: Mr Mann acted as starter and time-keeper, and Mr E. S. Smith was the handicapper. Mr Smith may be congratulated on the excellence of his handicapping, there being only eight seconds between the first and second man, while the 3rd, only for McCarthy's accident, would have come in within a minute of each other, Cooper, of course, excepted.	[934, 328, 1104, 377]
analysis-key: Combined Water and Organic Matter	[10, 900, 108, 908]
wool-heading: WOOL. WOOL. WOOL.	[41, 473, 162, 486]
masthead-title: TEMUKA LEADER	[315, 10, 485, 29]
correspondence-heading: CORRESPONDENCE.	[795, 699, 878, 708]
public-meeting-ad: A PUBLIC MEETING will be held in the Public Hall, WINCHESTER, on SATURDAY, Nov. 21st, at 8 p.m., to discuss County Matters. The Committee and Teacher are invited to attend. WILLIAM PAGE.	[206, 486, 375, 518]
entry-count: 50	[10, 380, 30, 403]
bicycle-text: A large number of persons collected yesterday afternoon to see the bicycle race which took place on the road to Winchester and back. The course lay between the corner of the Temuka post office to the "Wheatsheaf" hotel and back. The weather was very favourable when starting, but all the way to Winchester a head breeze was experienced, and the moment they faced back, the wind veered round, and they had to work against a very strong breeze all the way home. The entries were as follows:—J. Henry started at 8mins 15secs past six o'clock, returned 38min 32sec past 6, time on the road 30min 17secs; J. Findlay started at 10mins past 6, returned 30mins 19secs past six, time on the road 29mins 9secs. J. McLean started at 5mins 15secs past 6, returned 39mins 10secs past six, time on road 30min 35secs; J. Gillespie started at 10mins 3secs, returned 35mins 12secs past six, time on the road 28mins 42secs; F. McCarthy, started with Gillespie, returned 8secs after him, time on the road 28mins 50secs; W. Cooper started at 5mins past 6, returned at 46mins past 6, time on the road 41min. On the return home one of McCarthy's shoes came off, and he delayed him, as he had to dismount and fix it on again. The result therefore is:—	[934, 113, 1104, 276]
receipt-amount: 1 0 0	[907, 918, 921, 926]
